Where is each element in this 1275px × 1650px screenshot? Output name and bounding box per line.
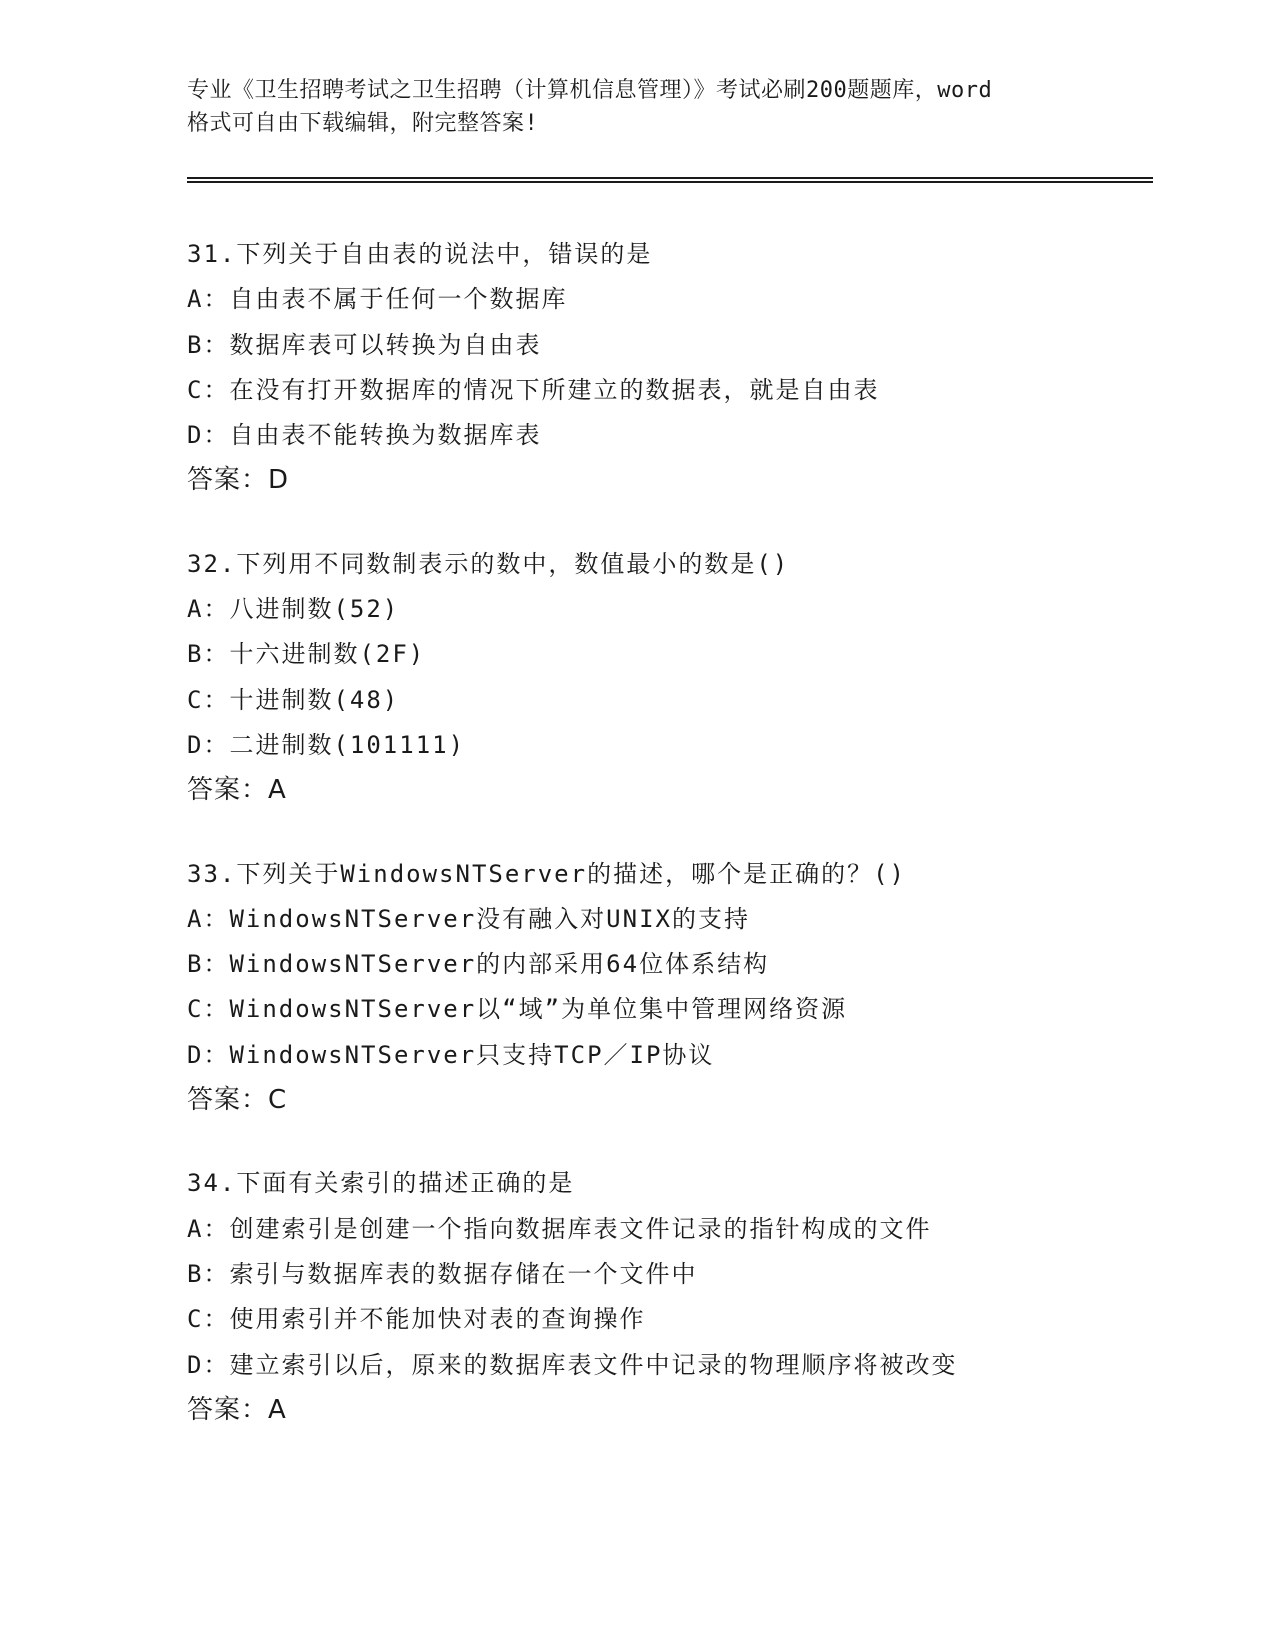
- header-line-1: 专业《卫生招聘考试之卫生招聘（计算机信息管理）》考试必刷200题题库，word: [187, 78, 993, 103]
- question-list: [187, 232, 1187, 1433]
- answer: 答案：A: [187, 775, 287, 806]
- document-header: [187, 74, 1087, 140]
- option-d: D：二进制数(101111): [187, 730, 466, 759]
- question-stem: 34.下面有关索引的描述正确的是: [187, 1169, 575, 1198]
- option-b: B：十六进制数(2F): [187, 640, 426, 669]
- header-divider-top: [187, 177, 1153, 179]
- question-33: [187, 852, 1187, 1124]
- option-c: C：使用索引并不能加快对表的查询操作: [187, 1305, 646, 1334]
- question-31: [187, 232, 1187, 504]
- option-c: C：在没有打开数据库的情况下所建立的数据表，就是自由表: [187, 375, 880, 404]
- answer: 答案：A: [187, 1394, 287, 1425]
- answer: 答案：D: [187, 465, 290, 496]
- option-a: A：八进制数(52): [187, 595, 400, 624]
- option-d: D：自由表不能转换为数据库表: [187, 421, 542, 450]
- option-d: D：WindowsNTServer只支持TCP／IP协议: [187, 1040, 715, 1069]
- question-34: [187, 1161, 1187, 1433]
- option-a: A：WindowsNTServer没有融入对UNIX的支持: [187, 904, 750, 933]
- option-a: A：自由表不属于任何一个数据库: [187, 285, 568, 314]
- option-c: C：WindowsNTServer以“域”为单位集中管理网络资源: [187, 995, 848, 1024]
- option-d: D：建立索引以后，原来的数据库表文件中记录的物理顺序将被改变: [187, 1350, 958, 1379]
- question-stem: 32.下列用不同数制表示的数中，数值最小的数是(): [187, 549, 790, 578]
- option-b: B：索引与数据库表的数据存储在一个文件中: [187, 1259, 698, 1288]
- option-c: C：十进制数(48): [187, 685, 400, 714]
- option-b: B：WindowsNTServer的内部采用64位体系结构: [187, 950, 770, 979]
- question-32: [187, 542, 1187, 814]
- option-a: A：创建索引是创建一个指向数据库表文件记录的指针构成的文件: [187, 1214, 932, 1243]
- answer: 答案：C: [187, 1085, 288, 1116]
- option-b: B：数据库表可以转换为自由表: [187, 330, 542, 359]
- header-divider-bottom: [187, 181, 1153, 183]
- question-stem: 33.下列关于WindowsNTServer的描述，哪个是正确的？(): [187, 859, 906, 888]
- header-line-2: 格式可自由下载编辑，附完整答案!: [187, 111, 539, 136]
- question-stem: 31.下列关于自由表的说法中，错误的是: [187, 240, 653, 268]
